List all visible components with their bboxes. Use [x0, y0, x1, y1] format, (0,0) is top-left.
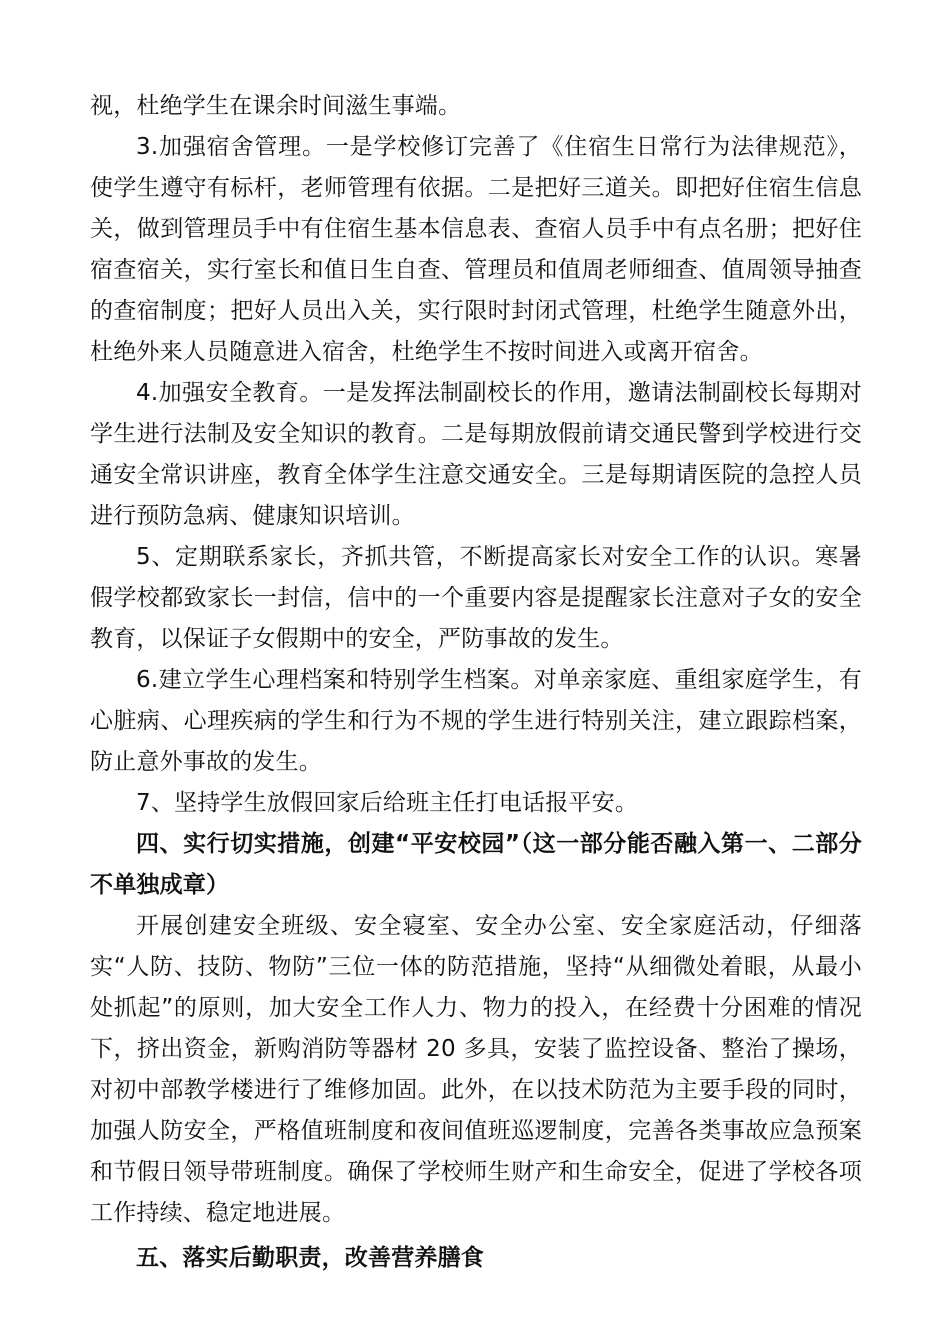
paragraph-holiday-call: 7、坚持学生放假回家后给班主任打电话报平安。: [136, 790, 639, 816]
section-heading-four: 四、实行切实措施，创建“平安校园”（这一部分能否融入第一、二部分不单独成章）: [90, 831, 862, 898]
paragraph-psychological-records: 6.建立学生心理档案和特别学生档案。对单亲家庭、重组家庭学生，有心脏病、心理疾病的学生和行为不规的学生进行特别关注，建立跟踪档案，防止意外事故的发生。: [90, 667, 862, 775]
paragraph-safety-education: 4.加强安全教育。一是发挥法制副校长的作用，邀请法制副校长每期对学生进行法制及安全知识的教育。二是每期放假前请交通民警到学校进行交通安全常识讲座，教育全体学生注意交通安全。三是每期请医院的急控人员进行预防急病、健康知识培训。: [90, 380, 862, 529]
document-page: [90, 86, 862, 1279]
paragraph-parent-contact: 5、定期联系家长，齐抓共管，不断提高家长对安全工作的认识。寒暑假学校都致家长一封信，信中的一个重要内容是提醒家长注意对子女的安全教育，以保证子女假期中的安全，严防事故的发生。: [90, 544, 862, 652]
section-heading-five: 五、落实后勤职责，改善营养膳食: [136, 1245, 484, 1271]
paragraph-continuation: 视，杜绝学生在课余时间滋生事端。: [90, 93, 462, 119]
paragraph-dormitory-management: 3.加强宿舍管理。一是学校修订完善了《住宿生日常行为法律规范》，使学生遵守有标杆，老师管理有依据。二是把好三道关。即把好住宿生信息关，做到管理员手中有住宿生基本信息表、查宿人员手中有点名册；把好住宿查宿关，实行室长和值日生自查、管理员和值周老师细查、值周领导抽查的查宿制度；把好人员出入关，实行限时封闭式管理，杜绝学生随意外出，杜绝外来人员随意进入宿舍，杜绝学生不按时间进入或离开宿舍。: [90, 134, 862, 365]
paragraph-safe-campus-measures: 开展创建安全班级、安全寝室、安全办公室、安全家庭活动，仔细落实“人防、技防、物防”三位一体的防范措施，坚持“从细微处着眼，从最小处抓起”的原则，加大安全工作人力、物力的投入，在经费十分困难的情况下，挤出资金，新购消防等器材 20 多具，安装了监控设备、整治了操场，对初中部教学楼进行了维修加固。此外，在以技术防范为主要手段的同时，加强人防安全，严格值班制度和夜间值班巡逻制度，完善各类事故应急预案和节假日领导带班制度。确保了学校师生财产和生命安全，促进了学校各项工作持续、稳定地进展。: [90, 913, 862, 1226]
